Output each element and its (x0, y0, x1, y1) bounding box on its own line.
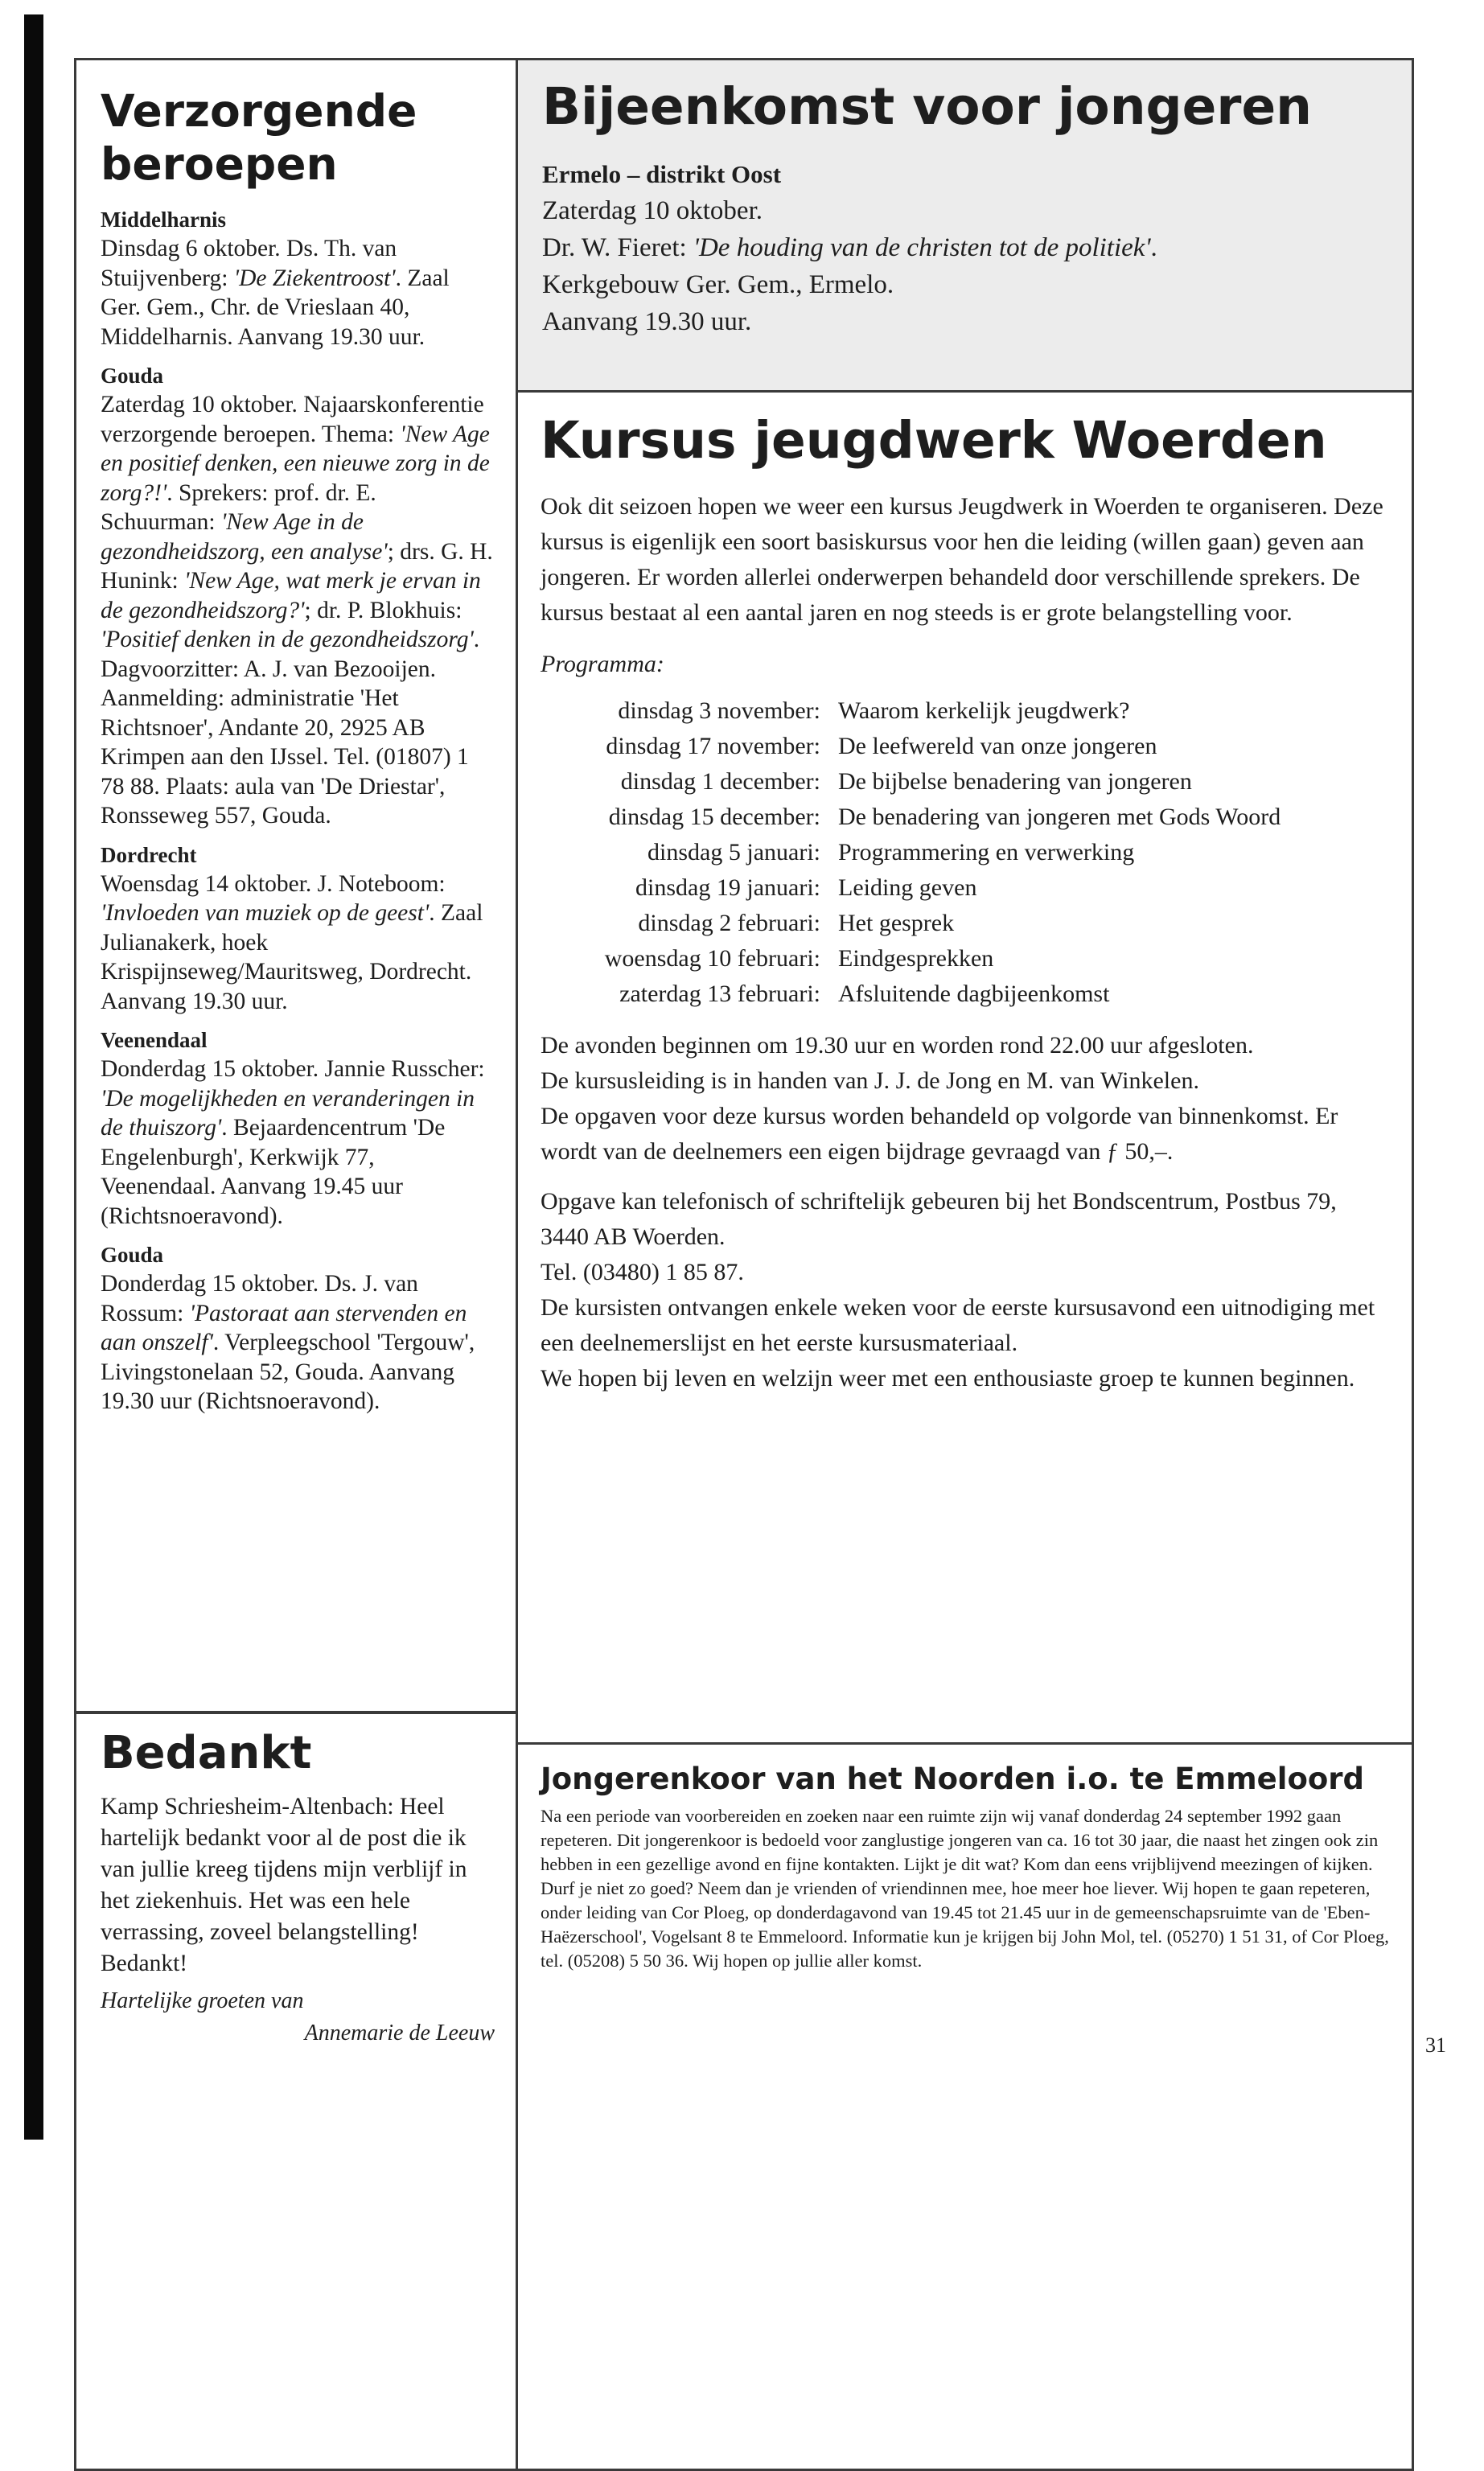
program-topic: Leiding geven (838, 874, 977, 901)
event-text: Donderdag 15 oktober. Ds. J. van Rossum: (101, 1271, 418, 1326)
event-text: Woensdag 14 oktober. J. Noteboom: (101, 870, 446, 897)
bijeenkomst-district: Ermelo – distrikt Oost (542, 160, 782, 188)
event-item (101, 841, 495, 1017)
bedankt-signature: Annemarie de Leeuw (304, 2021, 495, 2045)
event-text: . Sprekers: prof. dr. E. Schuurman: (101, 479, 376, 535)
event-place: Dordrecht (101, 842, 197, 867)
event-description (101, 390, 495, 831)
jongerenkoor-heading: Jongerenkoor van het Noorden i.o. te Emmeloord (541, 1762, 1365, 1796)
program-row (541, 693, 1281, 729)
program-date: woensdag 10 februari: (604, 945, 820, 972)
event-text: ; dr. P. Blokhuis: (304, 597, 462, 623)
event-title: 'New Age en positief denken, een nieuwe zorg in de zorg?!' (101, 421, 490, 506)
bedankt-body: Kamp Schriesheim-Altenbach: Heel hartelijk bedankt voor al de post die ik van jullie kreeg tijdens mijn verblijf in het ziekenhuis. Het was een hele verrassing, zoveel belangstelling! Bedankt! (101, 1794, 467, 1976)
program-row (541, 764, 1281, 800)
bijeenkomst-start: Aanvang 19.30 uur. (542, 307, 752, 336)
kursus-line: De kursusleiding is in handen van J. J. de Jong en M. van Winkelen. (541, 1067, 1199, 1094)
kursus-intro: Ook dit seizoen hopen we weer een kursus Jeugdwerk in Woerden te organiseren. Deze kursus is eigenlijk een soort basiskursus voor hen die leiding (willen gaan) geven aan jongeren. Er worden allerlei onderwerpen behandeld door verschillende sprekers. De kursus bestaat al een aantal jaren en nog steeds is er grote belangstelling voor. (541, 493, 1383, 626)
kursus-line: Opgave kan telefonisch of schriftelijk gebeuren bij het Bondscentrum, Postbus 79, 3440 AB Woerden. (541, 1188, 1337, 1250)
kursus-line: De avonden beginnen om 19.30 uur en worden rond 22.00 uur afgesloten. (541, 1032, 1254, 1059)
event-title: 'New Age in de gezondheidszorg, een analyse' (101, 509, 388, 565)
bijeenkomst-speaker (542, 229, 1387, 266)
event-item (101, 1026, 495, 1231)
bijeenkomst-venue: Kerkgebouw Ger. Gem., Ermelo. (542, 270, 894, 299)
event-place: Middelharnis (101, 208, 227, 232)
bijeenkomst-heading: Bijeenkomst voor jongeren (542, 77, 1313, 136)
program-date: dinsdag 2 februari: (638, 910, 820, 936)
event-text: Zaterdag 10 oktober. Najaarskonferentie verzorgende beroepen. Thema: (101, 392, 484, 447)
speaker-suffix: . (1150, 233, 1157, 262)
program-topic: Afsluitende dagbijeenkomst (838, 981, 1110, 1007)
program-date: dinsdag 5 januari: (647, 839, 820, 865)
event-item (101, 1240, 495, 1416)
bijeenkomst-box (516, 58, 1414, 393)
speaker-title: 'De houding van de christen tot de politiek' (693, 233, 1151, 262)
program-date: dinsdag 15 december: (608, 804, 820, 830)
event-title: 'Invloeden van muziek op de geest' (101, 900, 430, 926)
page-binding-edge (24, 14, 43, 2140)
program-row (541, 906, 1281, 941)
event-title: 'New Age, wat merk je ervan in de gezondheidszorg?' (101, 568, 481, 623)
program-topic: De leefwereld van onze jongeren (838, 733, 1157, 759)
kursus-line: We hopen bij leven en welzijn weer met een enthousiaste groep te kunnen beginnen. (541, 1365, 1355, 1392)
event-title: 'Pastoraat aan stervenden en aan onszelf' (101, 1300, 467, 1355)
event-text: . Zaal Julianakerk, hoek Krispijnseweg/Mauritsweg, Dordrecht. Aanvang 19.30 uur. (101, 900, 483, 1014)
program-row (541, 835, 1281, 870)
verzorgende-beroepen-heading: Verzorgende beroepen (101, 85, 417, 190)
kursus-heading: Kursus jeugdwerk Woerden (541, 411, 1327, 470)
program-label: Programma: (541, 651, 664, 677)
program-topic: De benadering van jongeren met Gods Woord (838, 804, 1281, 830)
program-topic: De bijbelse benadering van jongeren (838, 768, 1192, 795)
event-description (101, 234, 495, 352)
program-date: dinsdag 19 januari: (635, 874, 820, 901)
event-place: Gouda (101, 1243, 164, 1267)
bijeenkomst-date: Zaterdag 10 oktober. (542, 196, 763, 225)
program-table (541, 693, 1281, 1012)
program-date: zaterdag 13 februari: (619, 981, 820, 1007)
event-text: Dinsdag 6 oktober. Ds. Th. van Stuijvenberg: (101, 236, 397, 291)
kursus-line: Tel. (03480) 1 85 87. (541, 1259, 744, 1285)
kursus-line: De opgaven voor deze kursus worden behandeld op volgorde van binnenkomst. Er wordt van de deelnemers een eigen bijdrage gevraagd van ƒ 50,–. (541, 1103, 1338, 1165)
event-text: . Zaal Ger. Gem., Chr. de Vrieslaan 40, Middelharnis. Aanvang 19.30 uur. (101, 265, 450, 350)
page-number: 31 (1425, 2033, 1446, 2057)
program-topic: Eindgesprekken (838, 945, 994, 972)
event-description (101, 870, 495, 1017)
event-text: ; drs. G. H. Hunink: (101, 538, 493, 594)
speaker-name: Dr. W. Fieret: (542, 233, 693, 262)
event-place: Gouda (101, 364, 164, 388)
event-description (101, 1055, 495, 1231)
program-date: dinsdag 1 december: (620, 768, 820, 795)
event-title: 'Positief denken in de gezondheidszorg' (101, 627, 474, 652)
program-date: dinsdag 3 november: (618, 697, 820, 724)
program-date: dinsdag 17 november: (606, 733, 820, 759)
event-text: . Verpleegschool 'Tergouw', Livingstonelaan 52, Gouda. Aanvang 19.30 uur (Richtsnoeravond). (101, 1330, 475, 1414)
program-topic: Het gesprek (838, 910, 955, 936)
bedankt-box (74, 1712, 518, 2471)
event-text: . Bejaardencentrum 'De Engelenburgh', Kerkwijk 77, Veenendaal. Aanvang 19.45 uur (Richtsnoeravond). (101, 1115, 446, 1229)
event-place: Veenendaal (101, 1028, 208, 1052)
program-topic: Programmering en verwerking (838, 839, 1135, 865)
program-row (541, 729, 1281, 764)
verzorgende-beroepen-box (74, 58, 518, 1713)
event-title: 'De mogelijkheden en veranderingen in de thuiszorg' (101, 1085, 475, 1141)
event-description (101, 1269, 495, 1416)
kursus-line: De kursisten ontvangen enkele weken voor de eerste kursusavond een uitnodiging met een deelnemerslijst en het eerste kursusmateriaal. (541, 1294, 1375, 1356)
event-item (101, 205, 495, 352)
event-text: Donderdag 15 oktober. Jannie Russcher: (101, 1056, 485, 1082)
program-topic: Waarom kerkelijk jeugdwerk? (838, 697, 1130, 724)
jongerenkoor-box (516, 1742, 1414, 2471)
bedankt-greeting: Hartelijke groeten van (101, 1988, 304, 2013)
kursus-details (541, 1028, 1387, 1170)
program-row (541, 870, 1281, 906)
event-title: 'De Ziekentroost' (233, 265, 396, 291)
program-row (541, 800, 1281, 835)
jongerenkoor-body: Na een periode van voorbereiden en zoeken naar een ruimte zijn wij vanaf donderdag 24 september 1992 gaan repeteren. Dit jongerenkoor is bedoeld voor zanglustige jongeren van ca. 16 tot 30 jaar, die naast het zingen ook zin hebben in een gezellige avond en fijne kontakten. Lijkt je dit wat? Kom dan eens vrijblijvend meezingen of kijken. Durf je niet zo goed? Neem dan je vrienden of vriendinnen mee, hoe meer hoe liever. Wij hopen te gaan repeteren, onder leiding van Cor Ploeg, op donderdagavond van 19.45 tot 21.45 uur in de gemeenschapsruimte van de 'Eben-Haëzerschool', Vogelsant 8 te Emmeloord. Informatie kun je krijgen bij John Mol, tel. (05270) 1 51 31, of Cor Ploeg, tel. (05208) 5 50 36. Wij hopen op jullie aller komst. (541, 1806, 1389, 1971)
program-row (541, 941, 1281, 976)
bedankt-heading: Bedankt (101, 1727, 312, 1779)
kursus-registration (541, 1184, 1387, 1396)
event-text: . Dagvoorzitter: A. J. van Bezooijen. Aanmelding: administratie 'Het Richtsnoer', Andante 20, 2925 AB Krimpen aan den IJssel. Tel. (01807) 1 78 88. Plaats: aula van 'De Driestar', Ronsseweg 557, Gouda. (101, 627, 480, 828)
kursus-box (516, 390, 1414, 1745)
event-list (101, 205, 495, 1416)
event-item (101, 361, 495, 831)
program-row (541, 976, 1281, 1012)
